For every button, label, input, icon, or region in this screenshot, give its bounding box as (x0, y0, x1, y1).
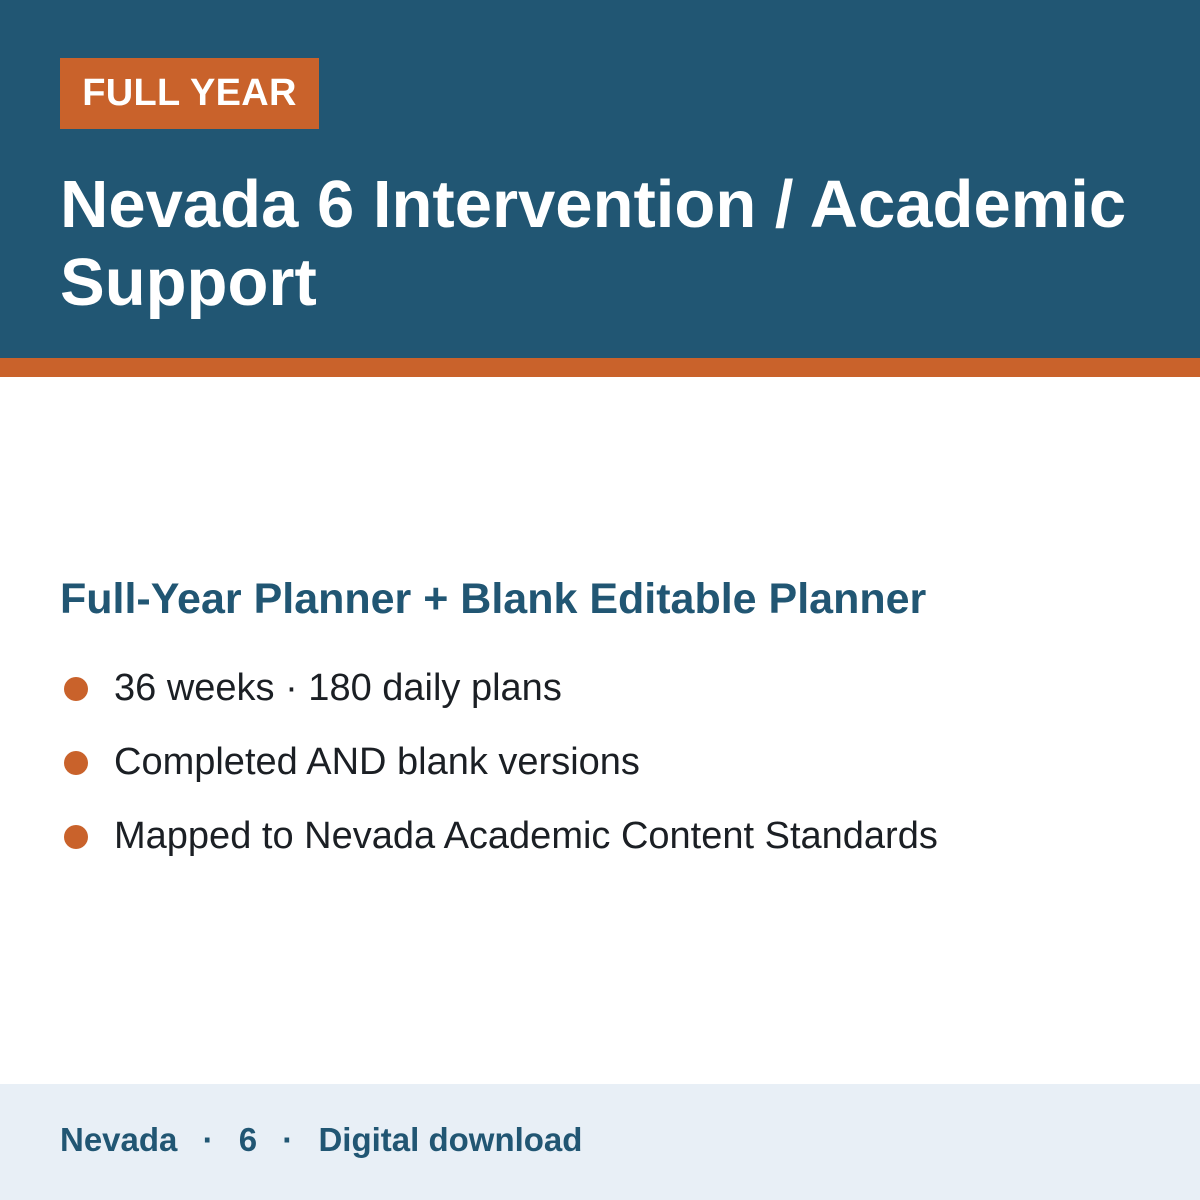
feature-item (60, 808, 938, 882)
footer-meta (60, 1118, 582, 1162)
bullet-dot-icon (64, 677, 88, 701)
footer-separator: · (282, 1121, 294, 1158)
accent-divider (0, 358, 1200, 377)
footer-format: Digital download (318, 1121, 583, 1158)
feature-text: Completed AND blank versions (114, 741, 640, 783)
footer-separator: · (202, 1121, 214, 1158)
bullet-dot-icon (64, 825, 88, 849)
footer-grade: 6 (238, 1121, 258, 1158)
feature-text: Mapped to Nevada Academic Content Standards (114, 815, 938, 857)
feature-text: 36 weeks · 180 daily plans (114, 667, 562, 709)
product-title: Nevada 6 Intervention / Academic Support (60, 167, 1127, 320)
feature-item (60, 660, 938, 734)
header-banner (0, 0, 1200, 358)
footer-state: Nevada (60, 1121, 178, 1158)
feature-item (60, 734, 938, 808)
bullet-dot-icon (64, 751, 88, 775)
feature-list (60, 660, 938, 882)
full-year-badge: FULL YEAR (60, 58, 319, 129)
product-subtitle: Full-Year Planner + Blank Editable Planner (60, 575, 927, 623)
